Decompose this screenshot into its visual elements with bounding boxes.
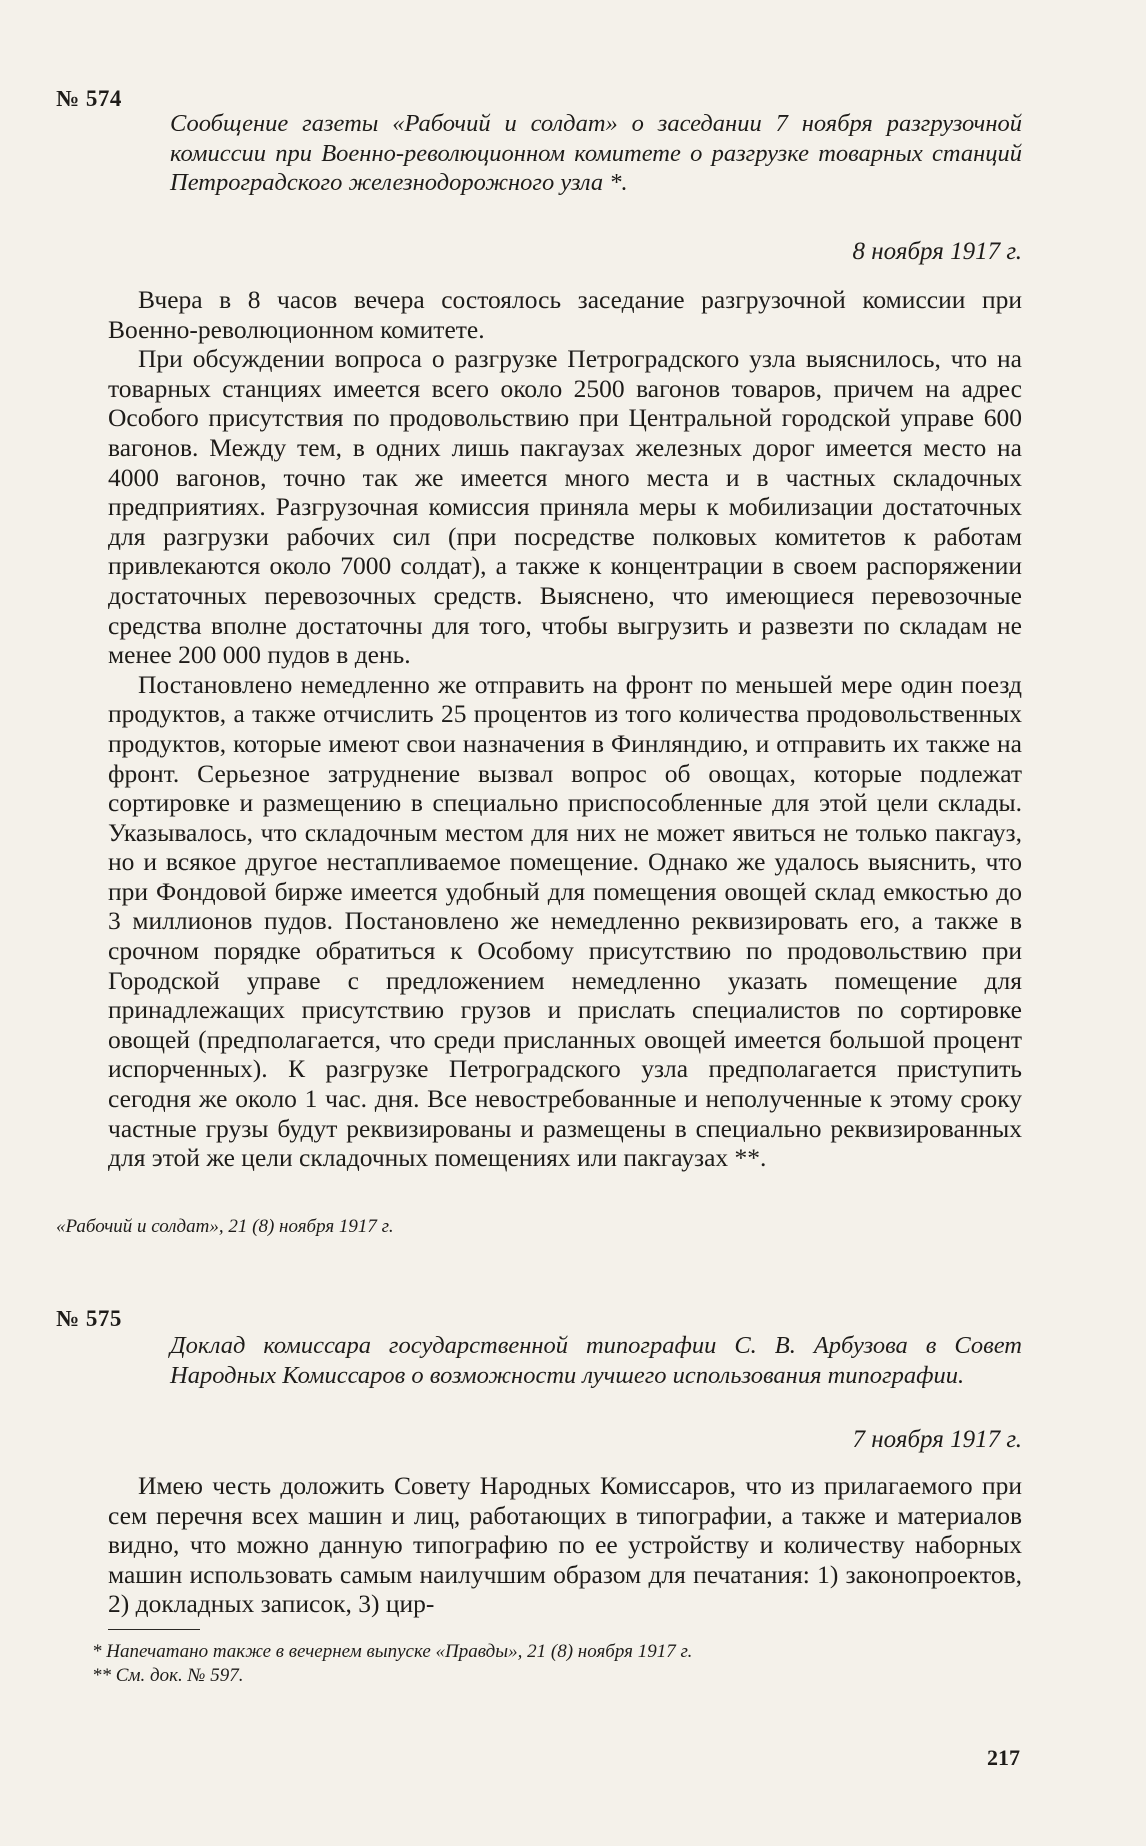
page-number: 217 — [987, 1745, 1020, 1770]
document-date: 8 ноября 1917 г. — [852, 238, 1022, 265]
paragraph: Вчера в 8 часов вечера состоялось заседание разгрузочной комиссии при Военно-революционном комитете. — [108, 285, 1022, 344]
footnote: ** См. док. № 597. — [92, 1665, 244, 1686]
paragraph: Постановлено немедленно же отправить на фронт по меньшей мере один поезд продуктов, а также отчислить 25 процентов из того количества продовольственных продуктов, которые имеют свои назначения в Финляндию, и отправить их также на фронт. Серьезное затруднение вызвал вопрос об овощах, которые подлежат сортировке и размещению в специально приспособленные для этой цели склады. Указывалось, что складочным местом для них не может явиться не только пакгауз, но и всякое другое нестапливаемое помещение. Однако же удалось выяснить, что при Фондовой бирже имеется удобный для помещения овощей склад емкостью до 3 миллионов пудов. Постановлено же немедленно реквизировать его, а также в срочном порядке обратиться к Особому присутствию по продовольствию при Городской управе с предложением немедленно указать помещение для принадлежащих присутствию грузов и прислать специалистов по сортировке овощей (предполагается, что среди присланных овощей имеется большой процент испорченных). К разгрузке Петроградского узла предполагается приступить сегодня же около 1 час. дня. Все невостребованные и неполученные к этому сроку частные грузы будут реквизированы и размещены в специально реквизированных для этой же цели складочных помещениях или пакгаузах **. — [108, 669, 1022, 1173]
document-body — [108, 285, 1022, 1173]
document-number: № 574 — [56, 86, 122, 111]
paragraph: При обсуждении вопроса о разгрузке Петроградского узла выяснилось, что на товарных станциях имеется всего около 2500 вагонов товаров, причем на адрес Особого присутствия по продовольствию при Центральной городской управе 600 вагонов. Между тем, в одних лишь пакгаузах железных дорог имеется место на 4000 вагонов, точно так же имеется много места и в частных складочных предприятиях. Разгрузочная комиссия приняла меры к мобилизации достаточных для разгрузки рабочих сил (при посредстве полковых комитетов к работам привлекаются около 7000 солдат), а также к концентрации в своем распоряжении достаточных перевозочных средств. Выяснено, что имеющиеся перевозочные средства вполне достаточны для того, чтобы выгрузить и развезти по складам не менее 200 000 пудов в день. — [108, 344, 1022, 670]
document-number: № 575 — [56, 1306, 122, 1331]
footnote-divider — [108, 1629, 200, 1630]
document-source: «Рабочий и солдат», 21 (8) ноября 1917 г. — [56, 1216, 394, 1237]
footnote: * Напечатано также в вечернем выпуске «Правды», 21 (8) ноября 1917 г. — [92, 1641, 693, 1662]
document-date: 7 ноября 1917 г. — [852, 1426, 1022, 1453]
document-title: Сообщение газеты «Рабочий и солдат» о заседании 7 ноября разгрузочной комиссии при Военно-революционном комитете о разгрузке товарных станций Петроградского железнодорожного узла *. — [170, 110, 1022, 196]
document-body — [108, 1471, 1022, 1619]
paragraph: Имею честь доложить Совету Народных Комиссаров, что из прилагаемого при сем перечня всех машин и лиц, работающих в типографии, а также и материалов видно, что можно данную типографию по ее устройству и количеству наборных машин использовать самым наилучшим образом для печатания: 1) законопроектов, 2) докладных записок, 3) цир- — [108, 1471, 1022, 1619]
footnotes — [92, 1640, 1022, 1688]
document-title: Доклад комиссара государственной типографии С. В. Арбузова в Совет Народных Комиссаров о возможности лучшего использования типографии. — [170, 1332, 1022, 1389]
